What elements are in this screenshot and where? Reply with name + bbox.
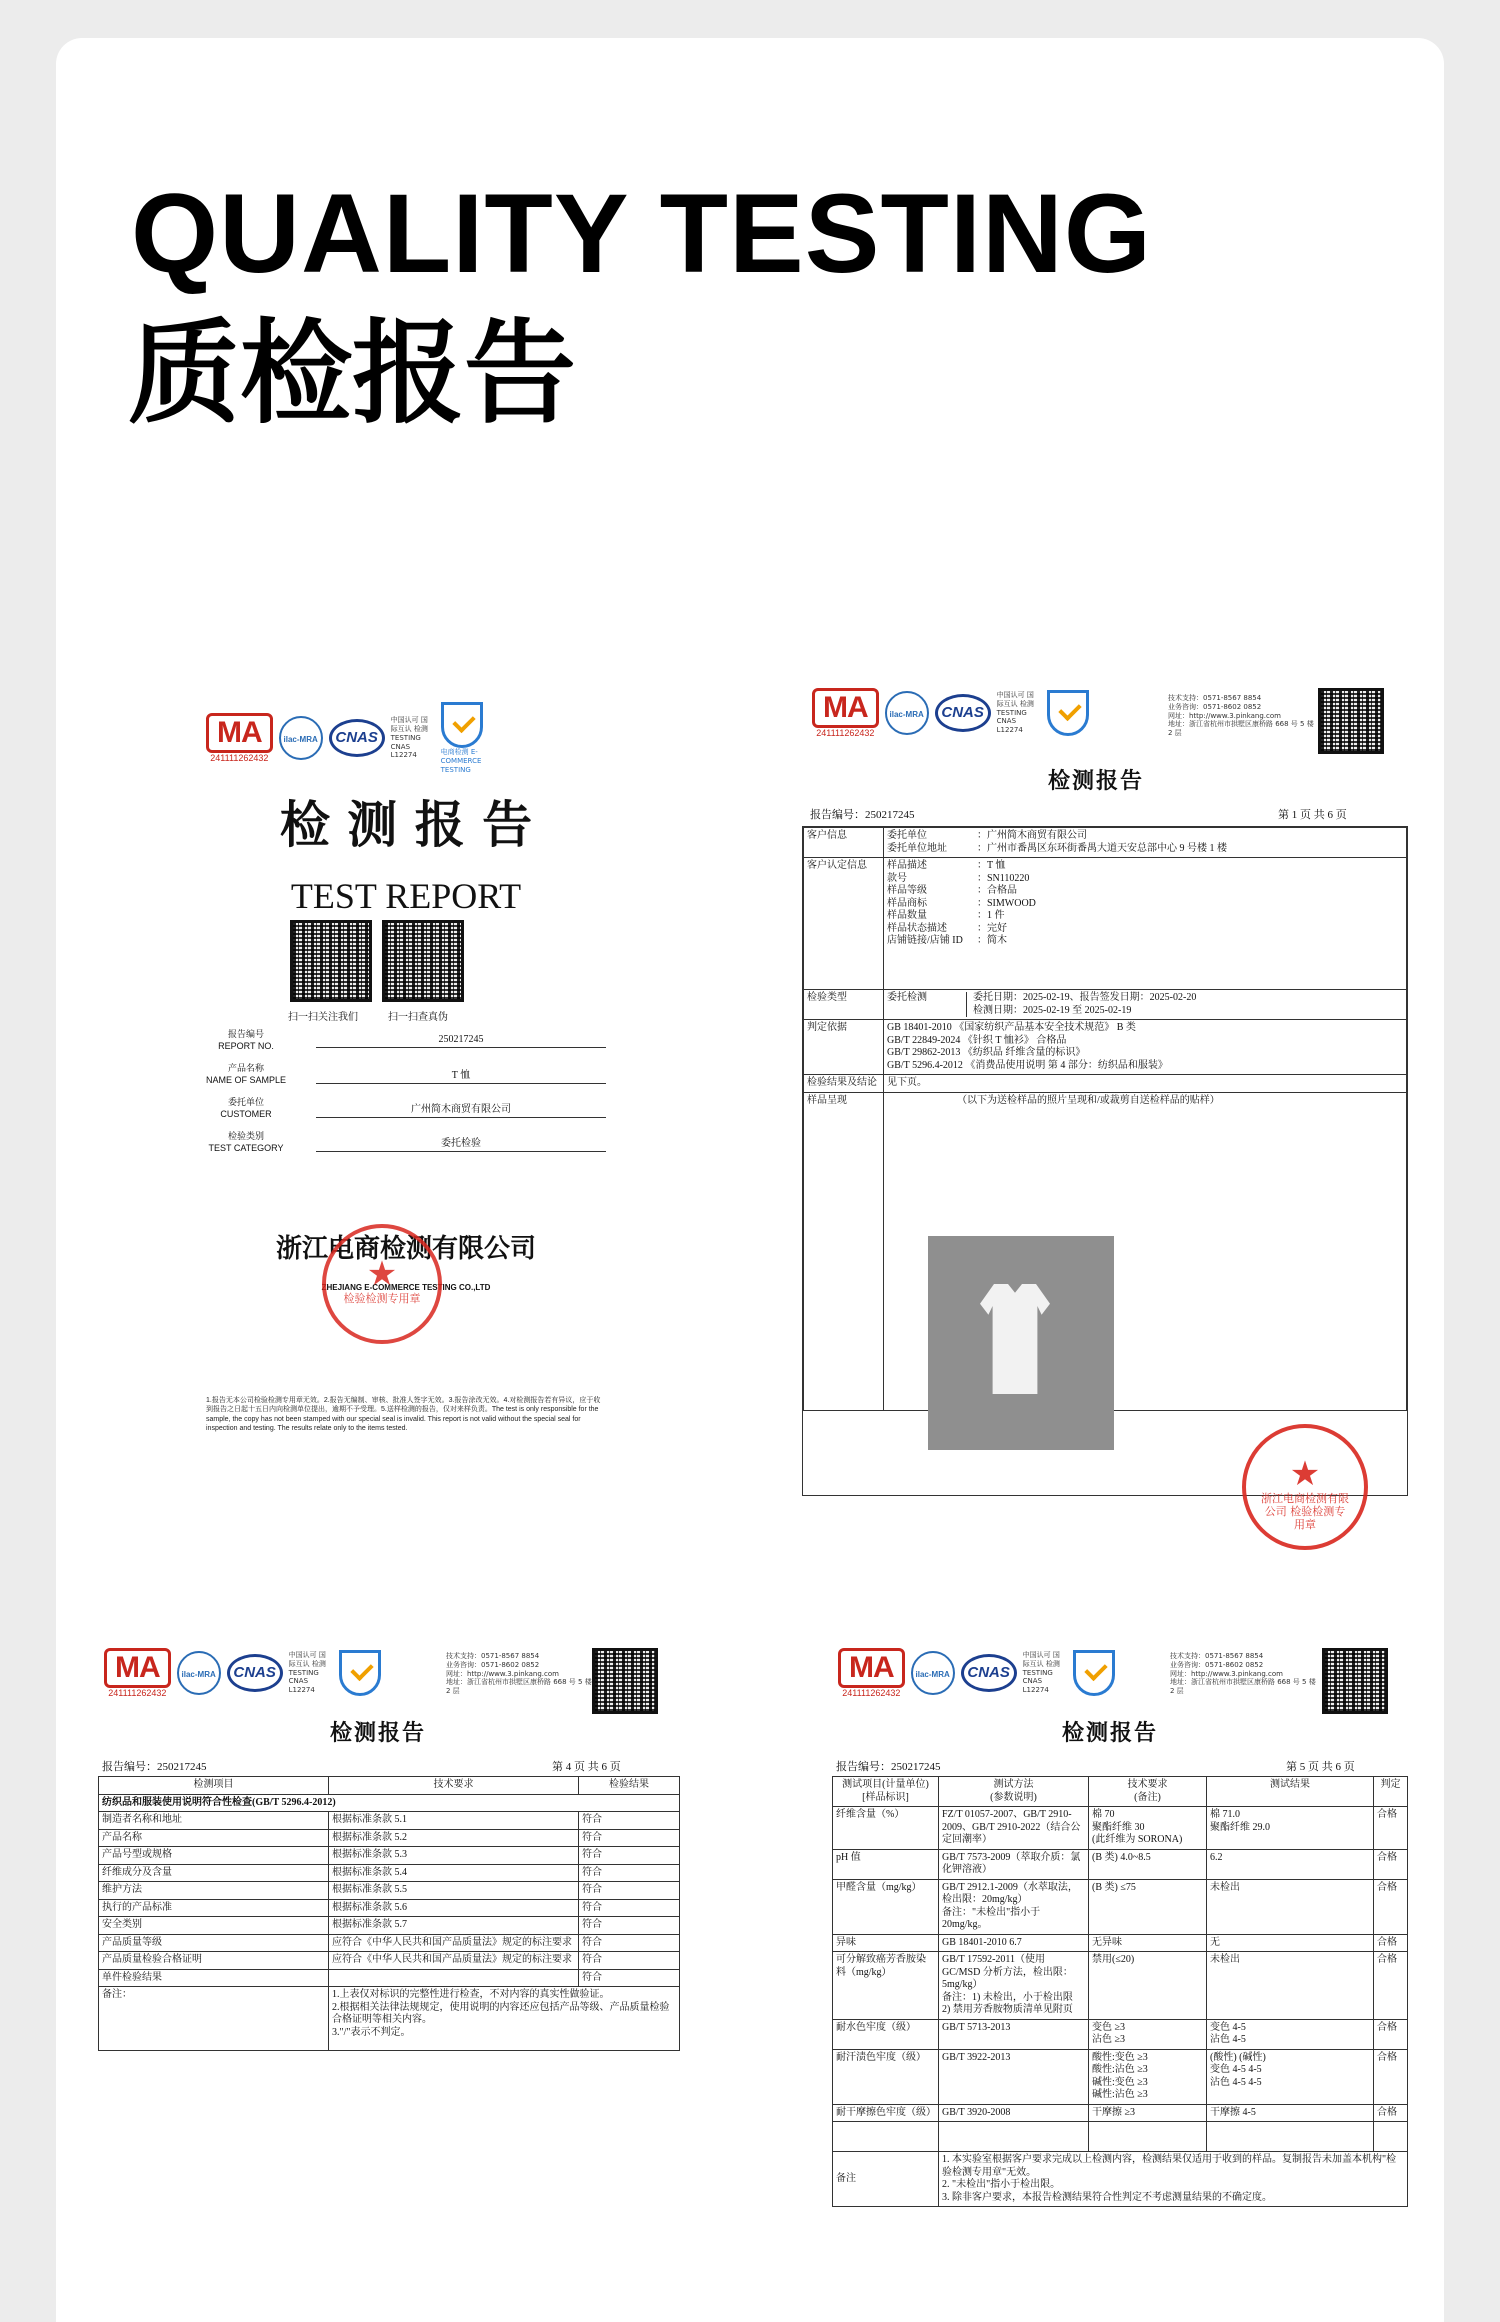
- ecommerce-shield-icon: [1073, 1650, 1115, 1696]
- table-row: 产品名称 根据标准条款 5.2 符合: [99, 1829, 680, 1847]
- cover-title-zh: 检 测 报 告: [279, 795, 533, 854]
- table-row: 可分解致癌芳香胺染料（mg/kg） GB/T 17592-2011（使用 GC/MSD 分析方法，检出限：5mg/kg） 备注：1) 未检出，小于检出限 2) 禁用芳香胺物质清单见附页 禁用(≤20) 未检出 合格: [833, 1952, 1408, 2020]
- cma-logo: MA 241111262432: [812, 688, 879, 738]
- sample-photo: [928, 1236, 1114, 1450]
- report-number: 报告编号：250217245: [102, 1761, 207, 1773]
- report-cover: [176, 688, 636, 1488]
- table-row: 产品质量检验合格证明 应符合《中华人民共和国产品质量法》规定的标注要求 符合: [99, 1952, 680, 1970]
- cnas-note: 中国认可 国际互认 检测 TESTING CNAS L12274: [390, 716, 428, 760]
- cert-logos: [812, 688, 1089, 738]
- cover-title-en: TEST REPORT: [290, 876, 522, 916]
- table-row: 安全类别 根据标准条款 5.7 符合: [99, 1917, 680, 1935]
- table-row: 备注： 1.上表仅对标识的完整性进行检查，不对内容的真实性做验证。 2.根据相关法律法规规定，使用说明的内容还应包括产品等级、产品质量检验合格证明等相关内容。 3."/"表示不判定。: [99, 1987, 680, 2051]
- table-row: 执行的产品标准 根据标准条款 5.6 符合: [99, 1899, 680, 1917]
- page-number: 第 4 页 共 6 页: [552, 1761, 621, 1773]
- page-number: 第 5 页 共 6 页: [1286, 1761, 1355, 1773]
- contact-info: 技术支持：0571-8567 8854 业务咨询：0571-8602 0852 网址：http://www.3.pinkang.com 地址：浙江省杭州市拱墅区康桥路 668 号 5 楼 2 层: [1170, 1652, 1316, 1695]
- cover-fine-print: 1.报告无本公司检验检测专用章无效。2.报告无编制、审核、批准人签字无效。3.报告涂改无效。4.对检测报告若有异议，应于收到报告之日起十五日内向检测单位提出，逾期不予受理。5.送样检测的报告，仅对来样负责。The test is only responsible for the sample, the copy has not been stamped with our special seal is invalid. This report is not valid without the special seal for inspection and testing. The results relate only to the items tested.: [206, 1397, 601, 1433]
- table-row: 产品质量等级 应符合《中华人民共和国产品质量法》规定的标注要求 符合: [99, 1934, 680, 1952]
- ilac-mra-icon: ilac-MRA: [911, 1651, 955, 1695]
- table-row: 客户信息 委托单位 ：广州简木商贸有限公司 委托单位地址 ：广州市番禺区东环街番禺大道天安总部中心 9 号楼 1 楼: [804, 828, 1407, 858]
- cnas-icon: CNAS: [227, 1654, 283, 1692]
- cnas-icon: CNAS: [961, 1654, 1017, 1692]
- report-number: 报告编号：250217245: [836, 1761, 941, 1773]
- cnas-note: 中国认可 国际互认 检测 TESTING CNAS L12274: [1022, 1651, 1060, 1695]
- qr-code: [592, 1648, 658, 1714]
- ecommerce-shield-icon: [1047, 690, 1089, 736]
- ecommerce-shield-icon: [339, 1650, 381, 1696]
- qr-follow-caption: 扫一扫关注我们: [288, 1012, 358, 1023]
- table-row: 纤维含量（%） FZ/T 01057-2007、GB/T 2910-2009、GB/T 2910-2022（结合公定回潮率） 棉 70 聚酯纤维 30 (此纤维为 SORONA) 棉 71.0 聚酯纤维 29.0 合格: [833, 1807, 1408, 1850]
- table-row: 异味 GB 18401-2010 6.7 无异味 无 合格: [833, 1934, 1408, 1952]
- cert-logos: [104, 1648, 381, 1698]
- ecommerce-shield-icon: 电商检测 E-COMMERCE TESTING: [441, 702, 501, 774]
- table-row: 产品号型或规格 根据标准条款 5.3 符合: [99, 1847, 680, 1865]
- report-title: 检测报告: [1048, 768, 1145, 794]
- table-row: 维护方法 根据标准条款 5.5 符合: [99, 1882, 680, 1900]
- table-row: 客户认定信息 样品描述 ：T 恤 款号 ：SN110220 样品等级 ：合格品 样品商标 ：SIMWOOD 样品数量 ：1 件 样品状态描述 ：完好 店铺链接/店铺 ID ：简木: [804, 858, 1407, 990]
- qr-verify-caption: 扫一扫查真伪: [388, 1012, 448, 1023]
- report-number: 报告编号：250217245: [810, 809, 915, 821]
- heading-zh: 质检报告: [128, 309, 576, 439]
- report-page-1: [800, 680, 1410, 1532]
- table-row: 单件检验结果 符合: [99, 1969, 680, 1987]
- table-row: 耐汗渍色牢度（级） GB/T 3922-2013 酸性:变色 ≥3 酸性:沾色 ≥3 碱性:变色 ≥3 碱性:沾色 ≥3 (酸性) (碱性) 变色 4-5 4-5 沾色 4-5 4-5 合格: [833, 2049, 1408, 2104]
- report-title: 检测报告: [1062, 1720, 1159, 1746]
- cma-logo: MA 241111262432: [838, 1648, 905, 1698]
- compliance-table: [98, 1776, 680, 2051]
- heading-en: QUALITY TESTING: [131, 171, 1152, 296]
- cover-info: [176, 1024, 636, 1160]
- qr-code: [1322, 1648, 1388, 1714]
- inspection-seal: ★ 浙江电商检测有限公司 检验检测专用章: [1242, 1424, 1368, 1550]
- qr-follow: [290, 920, 372, 1002]
- ilac-mra-icon: ilac-MRA: [177, 1651, 221, 1695]
- table-row: 耐干摩擦色牢度（级） GB/T 3920-2008 干摩擦 ≥3 干摩擦 4-5 合格: [833, 2104, 1408, 2122]
- table-section: 纺织品和服装使用说明符合性检查(GB/T 5296.4-2012): [99, 1794, 680, 1812]
- cma-logo: MA 241111262432: [206, 713, 273, 763]
- company-name-en: ZHEJIANG E-COMMERCE TESTING CO.,LTD: [321, 1283, 491, 1292]
- cert-logos: [838, 1648, 1115, 1698]
- table-row: 检验类型 委托检测 委托日期：2025-02-19、报告签发日期：2025-02-20 检测日期：2025-02-19 至 2025-02-19: [804, 990, 1407, 1020]
- cnas-note: 中国认可 国际互认 检测 TESTING CNAS L12274: [996, 691, 1034, 735]
- page-number: 第 1 页 共 6 页: [1278, 809, 1347, 821]
- report-page-4: [96, 1640, 682, 2160]
- contact-info: 技术支持：0571-8567 8854 业务咨询：0571-8602 0852 网址：http://www.3.pinkang.com 地址：浙江省杭州市拱墅区康桥路 668 号 5 楼 2 层: [446, 1652, 592, 1695]
- table-row: 耐水色牢度（级） GB/T 5713-2013 变色 ≥3 沾色 ≥3 变色 4-5 沾色 4-5 合格: [833, 2019, 1408, 2049]
- table-row: 纤维成分及含量 根据标准条款 5.4 符合: [99, 1864, 680, 1882]
- cnas-icon: CNAS: [935, 694, 991, 732]
- info-row: 产品名称 NAME OF SAMPLE T 恤: [176, 1058, 636, 1092]
- table-row: 样品呈现 （以下为送检样品的照片呈现和/或裁剪自送检样品的贴样）: [804, 1092, 1407, 1410]
- info-row: 报告编号 REPORT NO. 250217245: [176, 1024, 636, 1058]
- contact-info: 技术支持：0571-8567 8854 业务咨询：0571-8602 0852 网址：http://www.3.pinkang.com 地址：浙江省杭州市拱墅区康桥路 668 号 5 楼 2 层: [1168, 694, 1314, 737]
- table-header: 测试项目(计量单位) [样品标识] 测试方法 (参数说明) 技术要求 (备注) 测试结果 判定: [833, 1777, 1408, 1807]
- table-row: 制造者名称和地址 根据标准条款 5.1 符合: [99, 1812, 680, 1830]
- cnas-note: 中国认可 国际互认 检测 TESTING CNAS L12274: [288, 1651, 326, 1695]
- report-title: 检测报告: [330, 1720, 427, 1746]
- cnas-icon: CNAS: [329, 719, 385, 757]
- cma-logo: MA 241111262432: [104, 1648, 171, 1698]
- cert-logos: [206, 702, 501, 774]
- table-header: 检测项目 技术要求 检验结果: [99, 1777, 680, 1795]
- table-row: 甲醛含量（mg/kg） GB/T 2912.1-2009（水萃取法，检出限：20mg/kg） 备注："未检出"指小于 20mg/kg。 (B 类) ≤75 未检出 合格: [833, 1879, 1408, 1934]
- info-row: 检验类别 TEST CATEGORY 委托检验: [176, 1126, 636, 1160]
- ilac-mra-icon: ilac-MRA: [279, 716, 323, 760]
- ilac-mra-icon: ilac-MRA: [885, 691, 929, 735]
- test-results-table: [832, 1776, 1408, 2207]
- info-row: 委托单位 CUSTOMER 广州简木商贸有限公司: [176, 1092, 636, 1126]
- qr-verify: [382, 920, 464, 1002]
- table-row: [833, 2122, 1408, 2152]
- table-row: 备注 1. 本实验室根据客户要求完成以上检测内容，检测结果仅适用于收到的样品。复制报告未加盖本机构"检验检测专用章"无效。 2. "未检出"指小于检出限。 3. 除非客户要求，本报告检测结果符合性判定不考虑测量结果的不确定度。: [833, 2152, 1408, 2207]
- table-row: pH 值 GB/T 7573-2009（萃取介质：氯化钾溶液） (B 类) 4.0~8.5 6.2 合格: [833, 1849, 1408, 1879]
- table-row: 判定依据 GB 18401-2010 《国家纺织产品基本安全技术规范》 B 类 GB/T 22849-2024 《针织 T 恤衫》 合格品 GB/T 29862-2013 《纺织品 纤维含量的标识》 GB/T 5296.4-2012 《消费品使用说明 第 4 部分：纺织品和服装》: [804, 1020, 1407, 1075]
- company-name-zh: 浙江电商检测有限公司: [275, 1234, 536, 1264]
- qr-code: [1318, 688, 1384, 754]
- report-page-5: [830, 1640, 1410, 2322]
- table-row: 检验结果及结论 见下页。: [804, 1075, 1407, 1093]
- inspection-seal: ★ 检验检测专用章: [322, 1224, 442, 1344]
